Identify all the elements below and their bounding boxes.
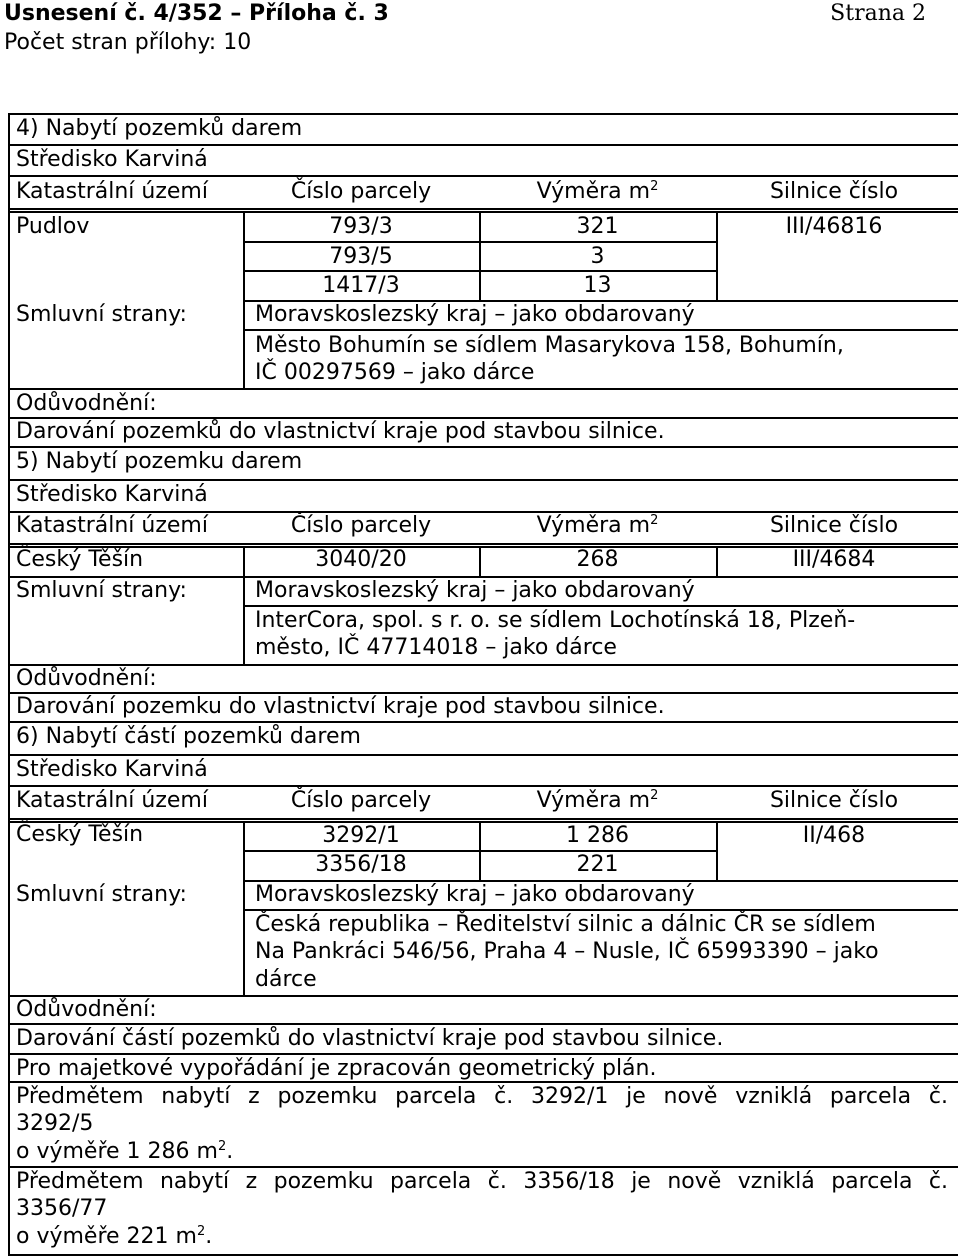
table-row-area: 3 xyxy=(590,244,605,269)
reason-label: Odůvodnění: xyxy=(16,666,157,691)
party-donor-cont: dárce xyxy=(255,967,317,992)
table-row-parcel: 3292/1 xyxy=(322,823,400,848)
table-row-parcel: 793/3 xyxy=(329,214,393,239)
parties-label: Smluvní strany: xyxy=(16,882,187,907)
party-donor: Česká republika – Ředitelství silnic a dálnic ČR se sídlem xyxy=(255,912,876,937)
reason-text: Pro majetkové vypořádání je zpracován geometrický plán. xyxy=(16,1056,657,1081)
road-number: III/4684 xyxy=(792,547,876,572)
cadastral-territory: Český Těšín xyxy=(16,822,144,847)
divider xyxy=(243,546,245,576)
column-header-road: Silnice číslo xyxy=(769,513,899,538)
reason-text: Darování pozemků do vlastnictví kraje pod stavbou silnice. xyxy=(16,419,665,444)
column-header-road: Silnice číslo xyxy=(769,788,899,813)
divider xyxy=(716,821,718,880)
table-row-area: 268 xyxy=(576,547,619,572)
road-number: III/46816 xyxy=(785,214,883,239)
table-row-area: 1 286 xyxy=(566,823,629,848)
column-header-area: Výměra $m^2$ xyxy=(536,179,659,204)
divider xyxy=(243,300,245,388)
column-header-parcel: Číslo parcely xyxy=(290,788,432,813)
road-number: II/468 xyxy=(802,823,866,848)
divider xyxy=(8,208,958,210)
party-recipient: Moravskoslezský kraj – jako obdarovaný xyxy=(255,302,695,327)
reason-text: 3292/5 xyxy=(16,1111,94,1136)
column-header-cadastral: Katastrální území xyxy=(16,513,208,538)
parties-label: Smluvní strany: xyxy=(16,578,187,603)
section-5-title: 5) Nabytí pozemku darem xyxy=(16,449,303,474)
divider xyxy=(8,543,958,545)
divider xyxy=(479,546,481,576)
parties-label: Smluvní strany: xyxy=(16,302,187,327)
cadastral-territory: Český Těšín xyxy=(16,547,144,572)
party-donor: Město Bohumín se sídlem Masarykova 158, Bohumín, xyxy=(255,333,844,358)
divider xyxy=(243,576,245,664)
reason-text: o výměře 221 $m^2$. xyxy=(16,1224,213,1249)
divider xyxy=(716,211,718,300)
reason-label: Odůvodnění: xyxy=(16,391,157,416)
column-header-area: Výměra $m^2$ xyxy=(536,513,659,538)
reason-text: o výměře 1 286 $m^2$. xyxy=(16,1139,234,1164)
page-number: Strana 2 xyxy=(830,1,926,26)
section-4-center: Středisko Karviná xyxy=(16,147,208,172)
section-6-title: 6) Nabytí částí pozemků darem xyxy=(16,724,361,749)
column-header-cadastral: Katastrální území xyxy=(16,179,208,204)
party-donor-cont: město, IČ 47714018 – jako dárce xyxy=(255,635,617,660)
section-5-center: Středisko Karviná xyxy=(16,482,208,507)
cadastral-territory: Pudlov xyxy=(16,214,90,239)
table-row-parcel: 793/5 xyxy=(329,244,393,269)
reason-text: Předmětem nabytí z pozemku parcela č. 3356/18 je nově vzniklá parcela č. xyxy=(16,1169,948,1194)
party-donor-cont: IČ 00297569 – jako dárce xyxy=(255,360,535,385)
party-donor-cont: Na Pankráci 546/56, Praha 4 – Nusle, IČ 65993390 – jako xyxy=(255,939,879,964)
table-row-parcel: 1417/3 xyxy=(322,273,400,298)
divider xyxy=(479,821,481,880)
party-recipient: Moravskoslezský kraj – jako obdarovaný xyxy=(255,578,695,603)
divider xyxy=(479,211,481,300)
section-4-title: 4) Nabytí pozemků darem xyxy=(16,116,303,141)
table-row-area: 221 xyxy=(576,852,619,877)
document-title: Usnesení č. 4/352 – Příloha č. 3 xyxy=(4,1,389,26)
table-row-area: 13 xyxy=(583,273,612,298)
attachment-page-count: Počet stran přílohy: 10 xyxy=(4,30,252,55)
reason-text: Darování pozemku do vlastnictví kraje pod stavbou silnice. xyxy=(16,694,665,719)
table-row-parcel: 3356/18 xyxy=(315,852,407,877)
divider xyxy=(243,821,245,880)
table-row-parcel: 3040/20 xyxy=(315,547,407,572)
reason-text: 3356/77 xyxy=(16,1196,108,1221)
column-header-area: Výměra $m^2$ xyxy=(536,788,659,813)
section-6-center: Středisko Karviná xyxy=(16,757,208,782)
divider xyxy=(243,211,245,300)
divider xyxy=(8,818,958,820)
party-donor: InterCora, spol. s r. o. se sídlem Lochotínská 18, Plzeň- xyxy=(255,608,856,633)
column-header-road: Silnice číslo xyxy=(769,179,899,204)
column-header-cadastral: Katastrální území xyxy=(16,788,208,813)
reason-text: Předmětem nabytí z pozemku parcela č. 3292/1 je nově vzniklá parcela č. xyxy=(16,1084,948,1109)
party-recipient: Moravskoslezský kraj – jako obdarovaný xyxy=(255,882,695,907)
page-header xyxy=(4,0,389,58)
divider xyxy=(243,329,958,331)
reason-label: Odůvodnění: xyxy=(16,997,157,1022)
column-header-parcel: Číslo parcely xyxy=(290,513,432,538)
column-header-parcel: Číslo parcely xyxy=(290,179,432,204)
divider xyxy=(243,880,245,995)
divider xyxy=(8,175,958,177)
divider xyxy=(716,546,718,576)
reason-text: Darování částí pozemků do vlastnictví kraje pod stavbou silnice. xyxy=(16,1026,724,1051)
table-row-area: 321 xyxy=(576,214,619,239)
